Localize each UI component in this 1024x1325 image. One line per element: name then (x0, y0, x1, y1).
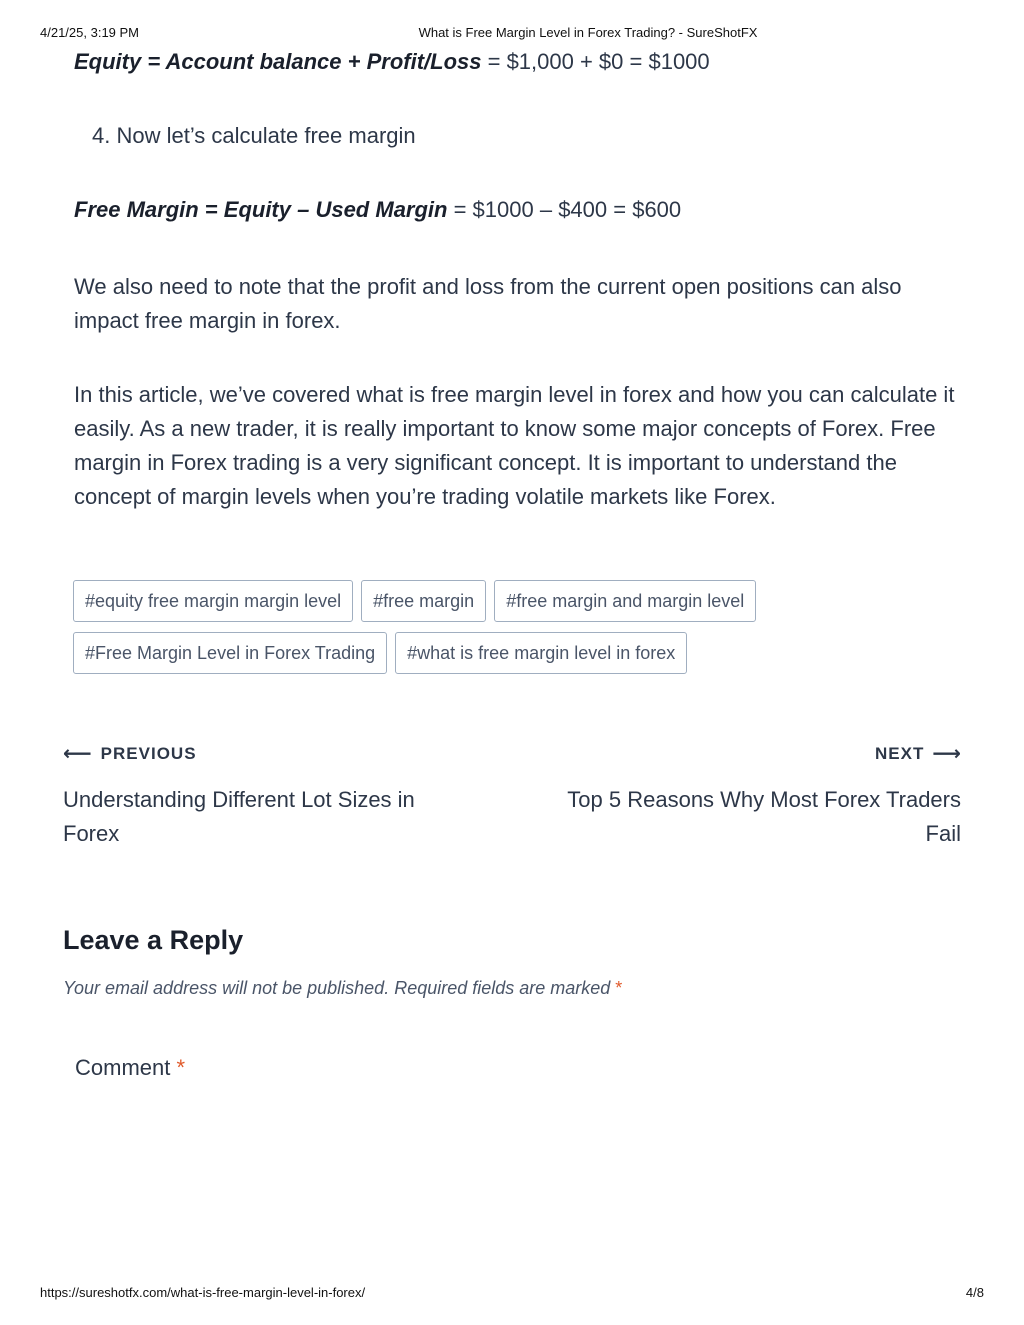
step-four-text: 4. Now let’s calculate free margin (92, 123, 416, 148)
arrow-right-icon: ⟶ (932, 743, 962, 765)
tag-link[interactable]: #free margin and margin level (494, 580, 756, 622)
free-margin-formula-label: Free Margin = Equity – Used Margin (74, 197, 448, 222)
free-margin-formula (74, 197, 681, 223)
print-page-number: 4/8 (965, 1285, 984, 1300)
next-post-title[interactable]: Top 5 Reasons Why Most Forex Traders Fail (567, 787, 961, 846)
tag-link[interactable]: #Free Margin Level in Forex Trading (73, 632, 387, 674)
reply-note-text: Your email address will not be published. Required fields are marked (63, 978, 616, 998)
equity-formula (74, 49, 710, 75)
tag-link[interactable]: #what is free margin level in forex (395, 632, 687, 674)
paragraph-conclusion: In this article, we’ve covered what is free margin level in forex and how you can calculate it easily. As a new trader, it is really important to know some major concepts of Forex. Free margin in Forex trading is a very significant concept. It is important to understand the concept of margin levels when you’re trading volatile markets like Forex. (74, 382, 955, 509)
arrow-left-icon: ⟵ (63, 743, 93, 765)
comment-field-label (75, 1055, 185, 1081)
print-datetime: 4/21/25, 3:19 PM (40, 25, 140, 40)
previous-post-title[interactable]: Understanding Different Lot Sizes in Forex (63, 787, 415, 846)
free-margin-formula-value: = $1000 – $400 = $600 (447, 197, 682, 222)
paragraph-pnl-impact: We also need to note that the profit and loss from the current open positions can also impact free margin in forex. (74, 274, 902, 333)
print-url: https://sureshotfx.com/what-is-free-margin-level-in-forex/ (40, 1285, 366, 1300)
next-post-link[interactable] (875, 744, 962, 764)
comment-required-marker: * (176, 1055, 186, 1080)
required-marker: * (615, 978, 623, 998)
tag-link[interactable]: #equity free margin margin level (73, 580, 353, 622)
previous-post-link[interactable] (63, 744, 197, 764)
next-post-label: NEXT (874, 744, 925, 763)
equity-formula-label: Equity = Account balance + Profit/Loss (74, 49, 482, 74)
previous-post-label: PREVIOUS (100, 744, 197, 763)
equity-formula-value: = $1,000 + $0 = $1000 (481, 49, 710, 74)
reply-heading: Leave a Reply (63, 925, 244, 955)
comment-label-text: Comment (75, 1055, 177, 1080)
print-page-title: What is Free Margin Level in Forex Trading? - SureShotFX (418, 25, 758, 40)
tag-list-row-1 (73, 580, 756, 622)
reply-privacy-note (63, 978, 622, 999)
tag-link[interactable]: #free margin (361, 580, 486, 622)
tag-list-row-2 (73, 632, 687, 674)
